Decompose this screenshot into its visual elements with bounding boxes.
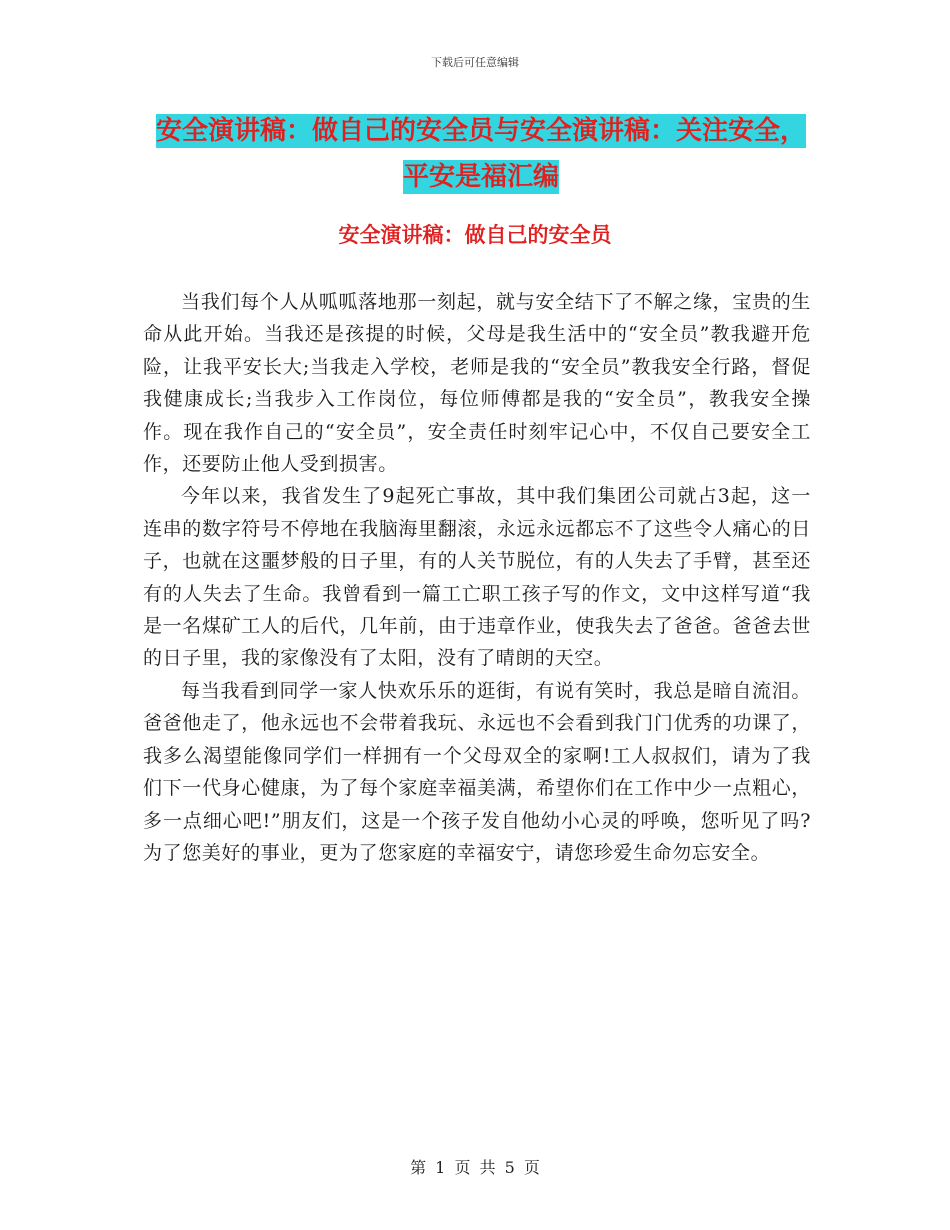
paragraph-3: 每当我看到同学一家人快欢乐乐的逛街，有说有笑时，我总是暗自流泪。爸爸他走了，他永远也不会带着我玩、永远也不会看到我门门优秀的功课了，我多么渴望能像同学们一样拥有一个父母双全的家啊!工人叔叔们，请为了我们下一代身心健康，为了每个家庭幸福美满，希望你们在工作中少一点粗心，多一点细心吧!”朋友们，这是一个孩子发自他幼小心灵的呼唤，您听见了吗?为了您美好的事业，更为了您家庭的幸福安宁，请您珍爱生命勿忘安全。: [143, 679, 811, 864]
paragraph-1: 当我们每个人从呱呱落地那一刻起，就与安全结下了不解之缘，宝贵的生命从此开始。当我还是孩提的时候，父母是我生活中的“安全员”教我避开危险，让我平安长大;当我走入学校，老师是我的“安全员”教我安全行路，督促我健康成长;当我步入工作岗位，每位师傅都是我的“安全员”，教我安全操作。现在我作自己的“安全员”，安全责任时刻牢记心中，不仅自己要安全工作，还要防止他人受到损害。: [143, 291, 811, 476]
document-title: [150, 108, 812, 200]
document-title-text: 安全演讲稿：做自己的安全员与安全演讲稿：关注安全，平安是福汇编: [155, 116, 806, 192]
header-note: 下载后可任意编辑: [431, 56, 519, 69]
section-title: 安全演讲稿：做自己的安全员: [338, 223, 612, 247]
paragraph-2: 今年以来，我省发生了9起死亡事故，其中我们集团公司就占3起，这一连串的数字符号不停地在我脑海里翻滚，永远永远都忘不了这些令人痛心的日子，也就在这噩梦般的日子里，有的人关节脱位，有的人失去了手臂，甚至还有的人失去了生命。我曾看到一篇工亡职工孩子写的作文，文中这样写道“我是一名煤矿工人的后代，几年前，由于违章作业，使我失去了爸爸。爸爸去世的日子里，我的家像没有了太阳，没有了晴朗的天空。: [143, 485, 811, 670]
body-text: [143, 286, 811, 869]
page-indicator: 第 1 页 共 5 页: [410, 1158, 540, 1177]
